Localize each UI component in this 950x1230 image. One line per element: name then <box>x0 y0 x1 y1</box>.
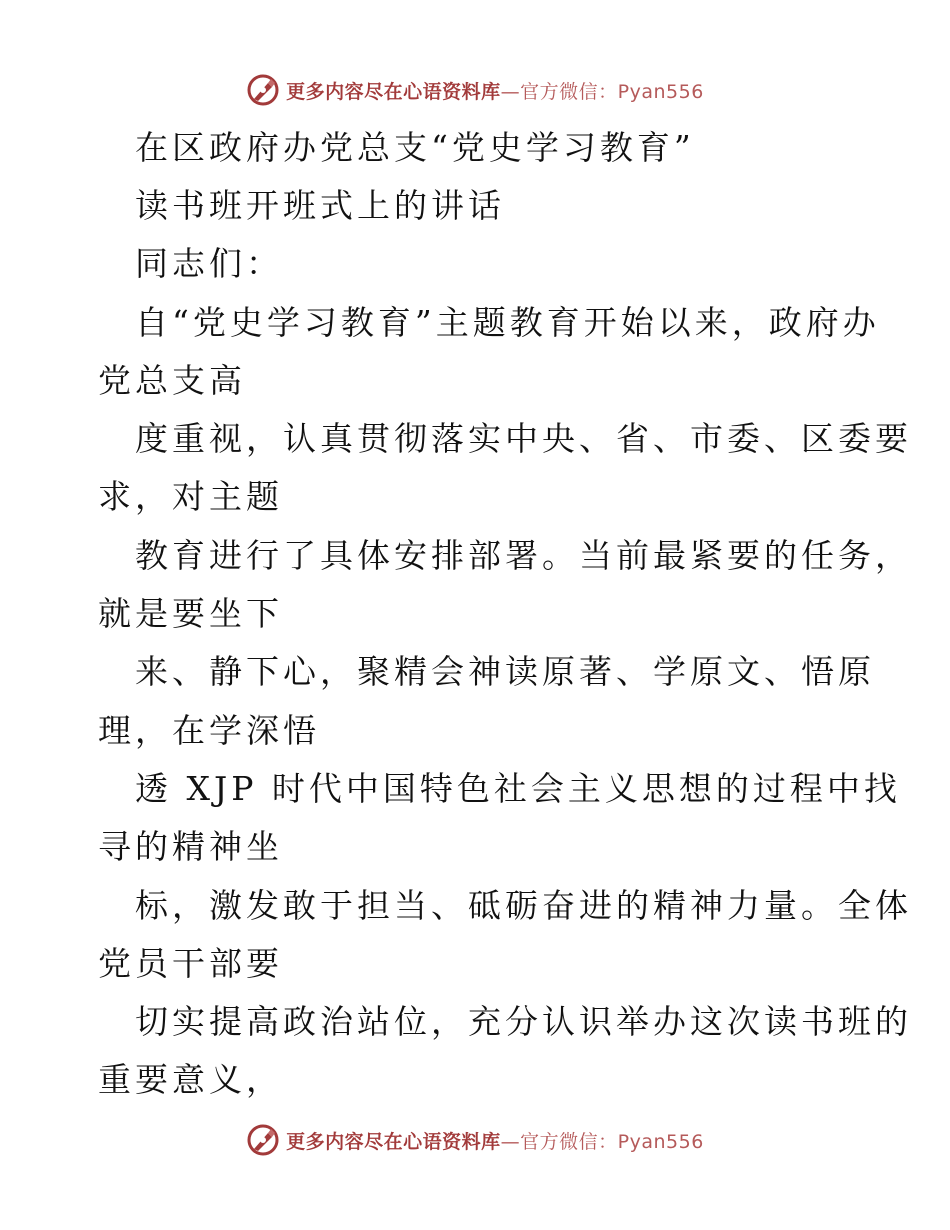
pen-logo-icon <box>246 1123 280 1157</box>
watermark-text: 更多内容尽在心语资料库—官方微信：Pyan556 <box>286 1130 704 1153</box>
paragraph-line: 自“党史学习教育”主题教育开始以来，政府办 <box>135 303 880 342</box>
doc-title-line-2: 读书班开班式上的讲话 <box>135 186 505 225</box>
paragraph-line: 党总支高 <box>98 361 246 400</box>
paragraph-line: 来、静下心，聚精会神读原著、学原文、悟原 <box>135 652 875 691</box>
paragraph-line: 寻的精神坐 <box>98 827 283 866</box>
doc-salutation: 同志们： <box>135 244 283 283</box>
watermark-banner-top <box>0 70 950 110</box>
paragraph-line: 重要意义， <box>98 1060 283 1099</box>
paragraph-line: 切实提高政治站位，充分认识举办这次读书班的 <box>135 1002 912 1041</box>
watermark-banner-bottom <box>0 1120 950 1160</box>
paragraph-line: 度重视，认真贯彻落实中央、省、市委、区委要 <box>135 419 912 458</box>
paragraph-line: 理，在学深悟 <box>98 711 320 750</box>
paragraph-line: 透 XJP 时代中国特色社会主义思想的过程中找 <box>135 769 901 808</box>
paragraph-line: 求，对主题 <box>98 477 283 516</box>
watermark-text: 更多内容尽在心语资料库—官方微信：Pyan556 <box>286 80 704 103</box>
paragraph-line: 就是要坐下 <box>98 594 283 633</box>
paragraph-line: 党员干部要 <box>98 944 283 983</box>
doc-title-line-1: 在区政府办党总支“党史学习教育” <box>135 128 695 167</box>
paragraph-line: 标，激发敢于担当、砥砺奋进的精神力量。全体 <box>135 886 912 925</box>
pen-logo-icon <box>246 73 280 107</box>
paragraph-line: 教育进行了具体安排部署。当前最紧要的任务， <box>135 536 912 575</box>
